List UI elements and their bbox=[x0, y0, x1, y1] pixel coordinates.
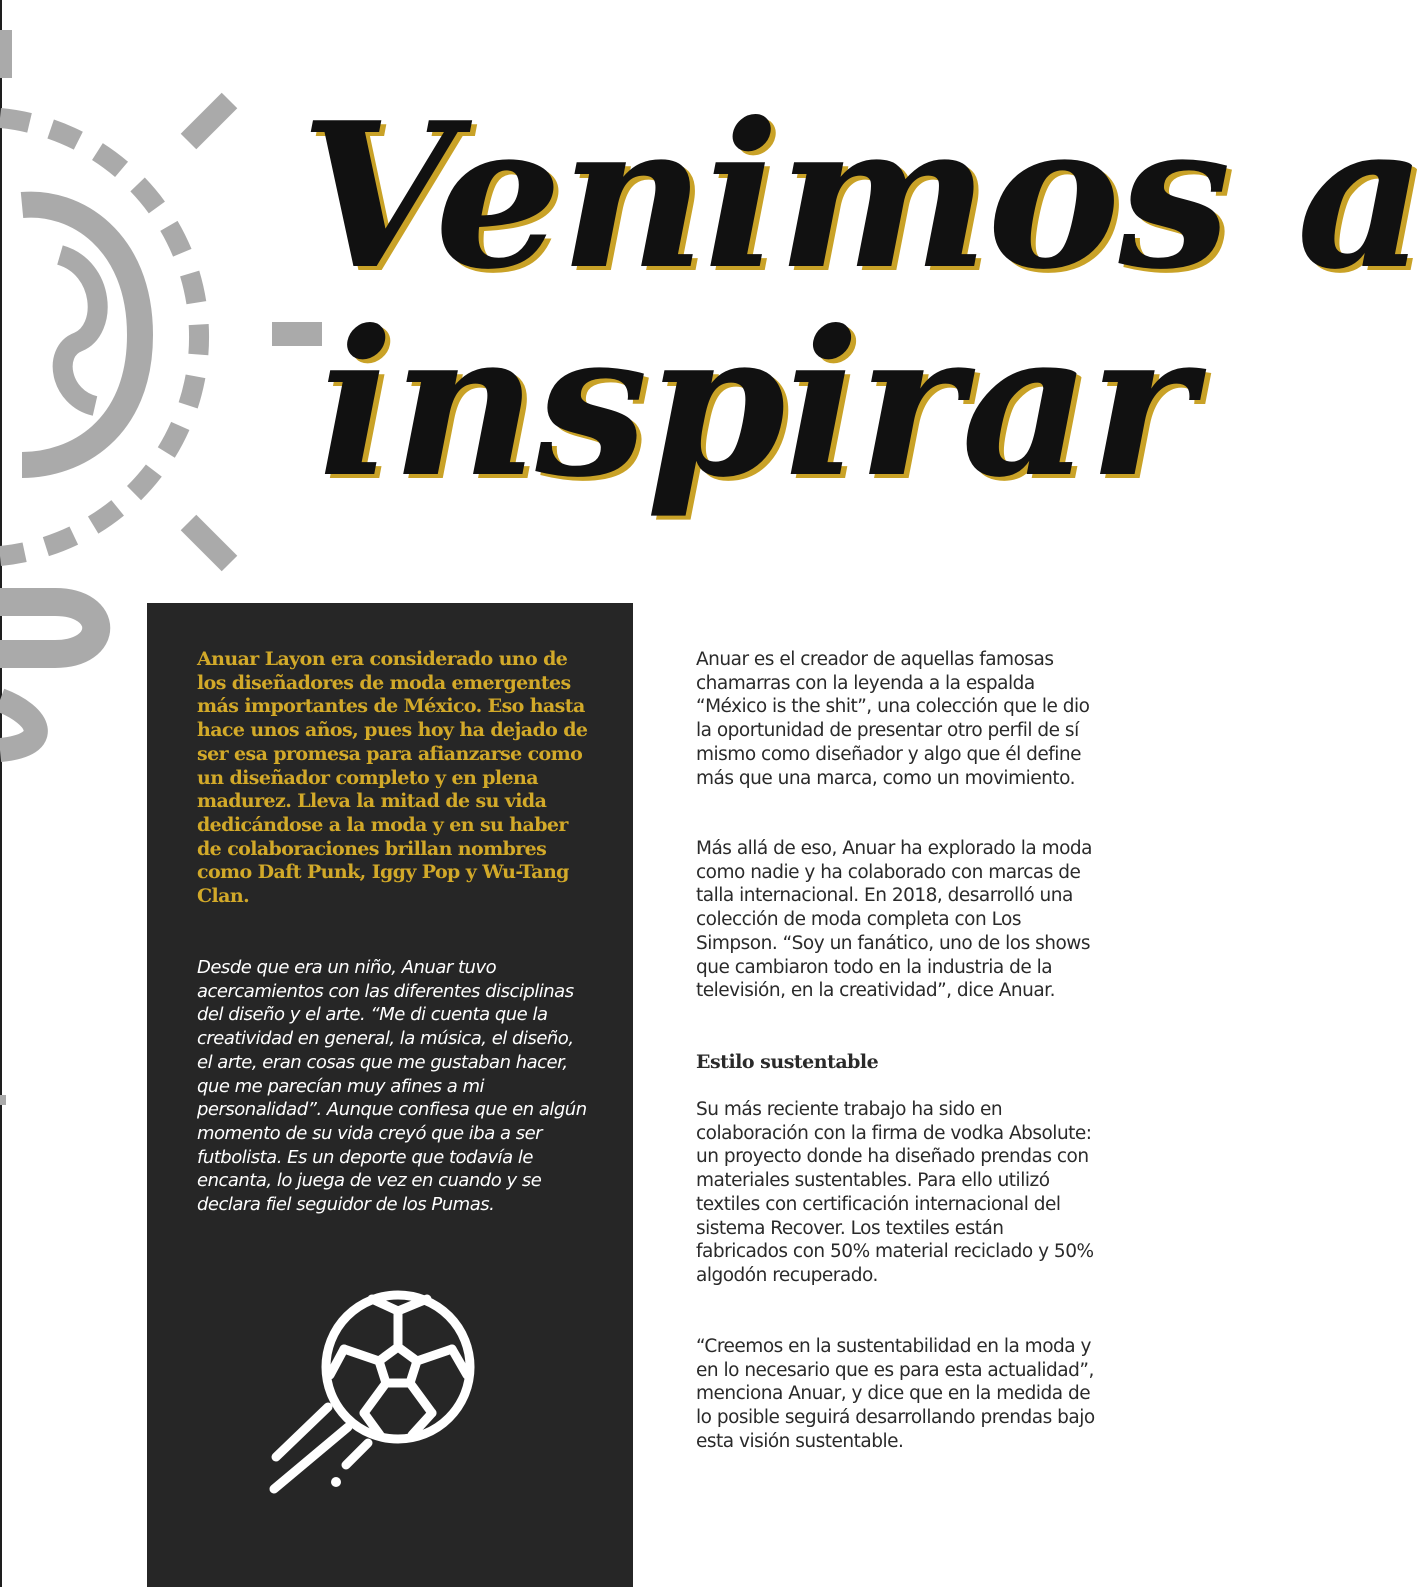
intro-paragraph: Desde que era un niño, Anuar tuvo acercamientos con las diferentes disciplinas del diseño y el arte. “Me di cuenta que la creatividad en general, la música, el diseño, el arte, eran cosas que me gustaban hacer, que me parecían muy afines a mi personalidad”. Aunque confiesa que en algún momento de su vida creyó que iba a ser futbolista. Es un deporte que todavía le encanta, lo juega de vez en cuando y se declara fiel seguidor de los Pumas. bbox=[197, 957, 587, 1216]
body-paragraph-3: Su más reciente trabajo ha sido en colaboración con la firma de vodka Absolute: un proyecto donde ha diseñado prendas con materiales sustentables. Para ello utilizó textiles con certificación internacional del sistema Recover. Los textiles están fabricados con 50% material reciclado y 50% algodón recuperado. bbox=[696, 1099, 1094, 1286]
title-line-2: inspirar bbox=[318, 287, 1193, 522]
body-paragraph-1: Anuar es el creador de aquellas famosas chamarras con la leyenda a la espalda “México is the shit”, una colección que le dio la oportunidad de presentar otro perfil de sí mismo como diseñador y algo que él define más que una marca, como un movimiento. bbox=[696, 649, 1090, 789]
body-paragraph-4: “Creemos en la sustentabilidad en la moda y en lo necesario que es para esta actualidad”, menciona Anuar, y dice que en la medida de lo posible seguirá desarrollando prendas bajo esta visión sustentable. bbox=[696, 1336, 1095, 1452]
title-line-1: Venimos a bbox=[300, 79, 1424, 314]
body-paragraph-2: Más allá de eso, Anuar ha explorado la moda como nadie y ha colaborado con marcas de talla internacional. En 2018, desarrolló una colección de moda completa con Los Simpson. “Soy un fanático, uno de los shows que cambiaron todo en la industria de la televisión, en la creatividad”, dice Anuar. bbox=[696, 838, 1092, 1002]
section-subheading: Estilo sustentable bbox=[696, 1051, 879, 1073]
lead-paragraph: Anuar Layon era considerado uno de los diseñadores de moda emergentes más importantes de México. Eso hasta hace unos años, pues hoy ha dejado de ser esa promesa para afianzarse como un diseñador completo y en plena madurez. Lleva la mitad de su vida dedicándose a la moda y en su haber de colaboraciones brillan nombres como Daft Punk, Iggy Pop y Wu-Tang Clan. bbox=[197, 648, 588, 908]
soccer-ball-icon bbox=[262, 1285, 482, 1505]
